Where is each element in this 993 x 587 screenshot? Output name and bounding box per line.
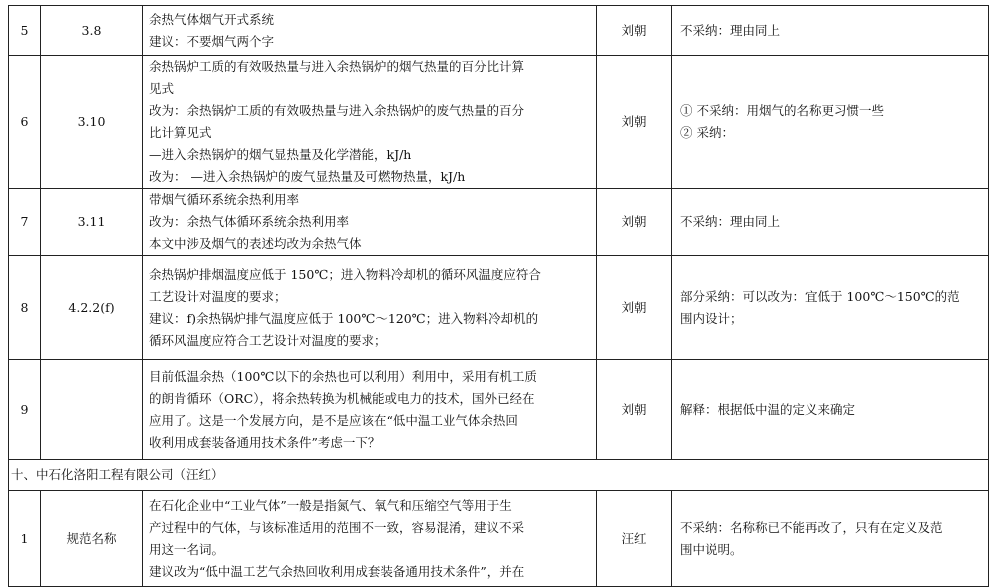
comment-line: 见式 [149, 81, 175, 96]
comment-line: —进入余热锅炉的烟气显热量及化学潜能，kJ/h [149, 147, 412, 162]
reviewer-name: 刘朝 [597, 6, 672, 56]
disposition-line: 不采纳：理由同上 [680, 22, 781, 38]
disposition [672, 256, 989, 360]
reviewer-name: 刘朝 [597, 360, 672, 460]
comment-line: 在石化企业中“工业气体”一般是指氮气、氧气和压缩空气等用于生 [149, 497, 512, 513]
disposition [672, 6, 989, 56]
disposition [672, 56, 989, 189]
disposition [672, 360, 989, 460]
comment-line: 余热锅炉工质的有效吸热量与进入余热锅炉的烟气热量的百分比计算 [149, 59, 525, 74]
comment-line: 本文中涉及烟气的表述均改为余热气体 [149, 236, 362, 251]
row-number: 1 [9, 491, 41, 587]
clause-number: 3.11 [41, 189, 143, 256]
disposition-line: ① 不采纳：用烟气的名称更习惯一些 [680, 103, 884, 118]
disposition-line: 解释：根据低中温的定义来确定 [680, 401, 856, 417]
row-number: 7 [9, 189, 41, 256]
table-row [9, 256, 989, 360]
clause-number [41, 360, 143, 460]
comment-line: 改为：余热气体循环系统余热利用率 [149, 214, 350, 229]
comment-content [143, 56, 597, 189]
comment-line: 收利用成套装备通用技术条件”考虑一下？ [149, 434, 381, 450]
comment-content [143, 6, 597, 56]
disposition-line: ② 采纳： [680, 125, 734, 140]
table-row [9, 6, 989, 56]
comment-line: 余热锅炉排烟温度应低于 150℃；进入物料冷却机的循环风温度应符合 [149, 266, 541, 282]
clause-number: 规范名称 [41, 491, 143, 587]
comments-table [8, 5, 989, 587]
table-row [9, 360, 989, 460]
clause-number: 4.2.2(f) [41, 256, 143, 360]
comment-line: 应用了。这是一个发展方向，是不是应该在“低中温工业气体余热回 [149, 412, 518, 428]
comment-content [143, 491, 597, 587]
disposition-line: 围内设计； [680, 310, 743, 326]
disposition [672, 189, 989, 256]
comment-line: 改为： —进入余热锅炉的废气显热量及可燃物热量，kJ/h [149, 169, 466, 184]
comment-line: 比计算见式 [149, 125, 212, 140]
section-row [9, 460, 989, 491]
comment-line: 建议：不要烟气两个字 [149, 33, 275, 49]
disposition-line: 围中说明。 [680, 541, 743, 557]
comment-content [143, 189, 597, 256]
table-row [9, 189, 989, 256]
comment-line: 余热气体烟气开式系统 [149, 11, 275, 27]
comment-line: 改为：余热锅炉工质的有效吸热量与进入余热锅炉的废气热量的百分 [149, 103, 525, 118]
comment-content [143, 360, 597, 460]
comment-content [143, 256, 597, 360]
comment-line: 的朗肯循环（ORC），将余热转换为机械能或电力的技术，国外已经在 [149, 390, 535, 406]
comment-line: 循环风温度应符合工艺设计对温度的要求； [149, 332, 387, 348]
reviewer-name: 刘朝 [597, 189, 672, 256]
disposition-line: 不采纳：名称称已不能再改了，只有在定义及范 [680, 519, 943, 535]
comment-line: 带烟气循环系统余热利用率 [149, 192, 300, 207]
row-number: 9 [9, 360, 41, 460]
disposition [672, 491, 989, 587]
row-number: 8 [9, 256, 41, 360]
section-heading: 十、中石化洛阳工程有限公司（汪红） [9, 460, 989, 491]
row-number: 6 [9, 56, 41, 189]
table-row [9, 56, 989, 189]
row-number: 5 [9, 6, 41, 56]
comment-line: 建议改为“低中温工艺气余热回收利用成套装备通用技术条件”，并在 [149, 563, 525, 579]
comment-line: 工艺设计对温度的要求； [149, 288, 287, 304]
disposition-line: 部分采纳：可以改为：宜低于 100℃～150℃的范 [680, 288, 960, 304]
clause-number: 3.8 [41, 6, 143, 56]
comment-line: 用这一名词。 [149, 541, 225, 557]
clause-number: 3.10 [41, 56, 143, 189]
comment-line: 目前低温余热（100℃以下的余热也可以利用）利用中，采用有机工质 [149, 368, 537, 384]
disposition-line: 不采纳：理由同上 [680, 214, 781, 229]
reviewer-name: 刘朝 [597, 256, 672, 360]
table-row [9, 491, 989, 587]
reviewer-name: 汪红 [597, 491, 672, 587]
comment-line: 建议：f)余热锅炉排气温度应低于 100℃～120℃；进入物料冷却机的 [149, 310, 539, 326]
reviewer-name: 刘朝 [597, 56, 672, 189]
comment-line: 产过程中的气体，与该标准适用的范围不一致，容易混淆，建议不采 [149, 519, 525, 535]
